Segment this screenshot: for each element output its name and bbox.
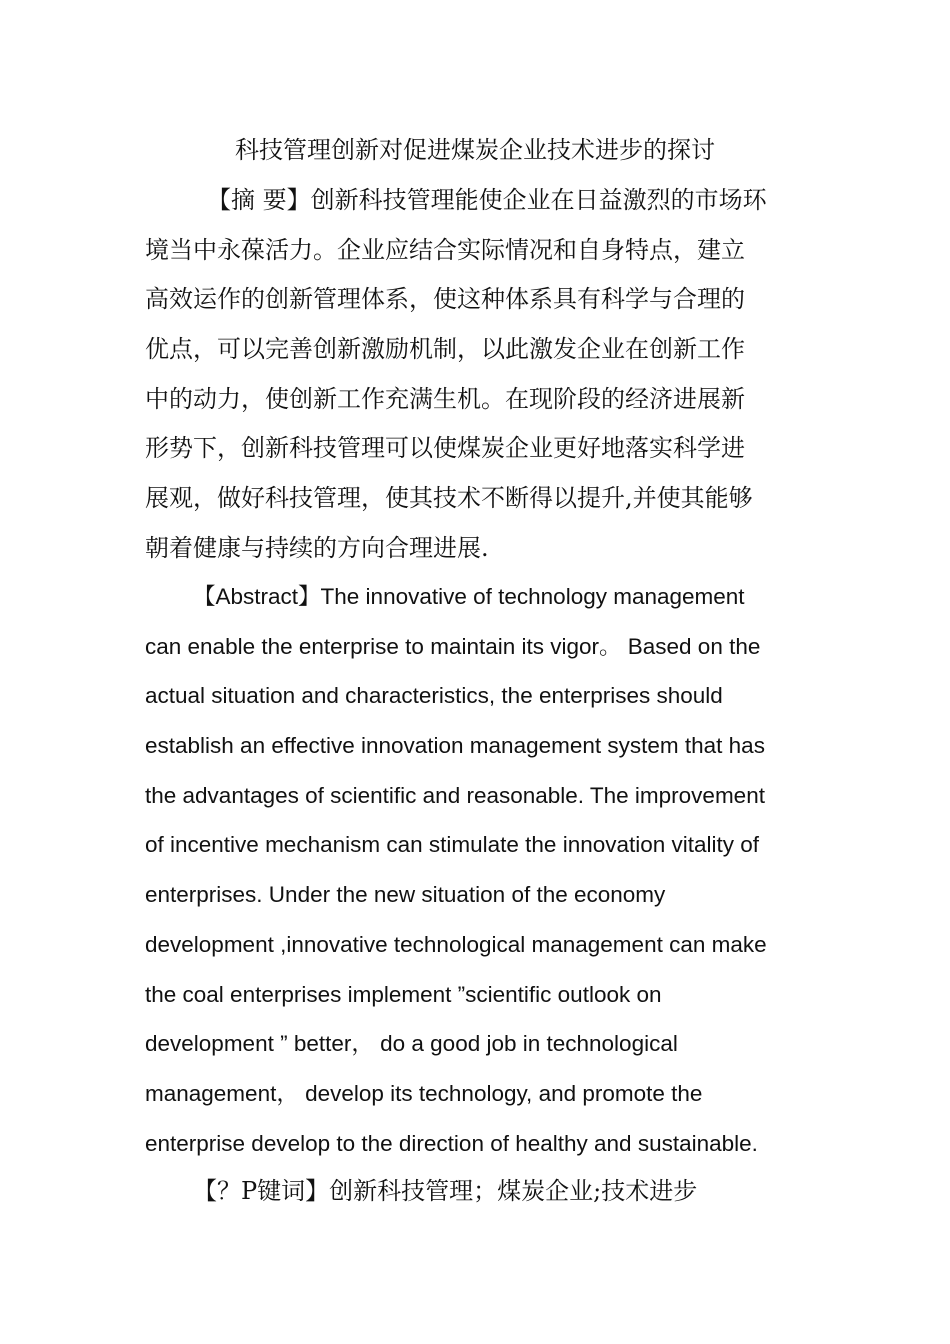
keywords-line: 【？P键词】创新科技管理；煤炭企业;技术进步 xyxy=(193,1177,698,1205)
chinese-abstract xyxy=(145,176,815,574)
abstract-zh-line: 境当中永葆活力。企业应结合实际情况和自身特点，建立 xyxy=(145,235,745,264)
abstract-zh-line: 展观，做好科技管理，使其技术不断得以提升,并使其能够 xyxy=(145,484,753,513)
keywords-section xyxy=(145,1167,815,1217)
abstract-en-line: actual situation and characteristics, the enterprises should xyxy=(145,683,723,709)
abstract-en-line: enterprises. Under the new situation of the economy xyxy=(145,882,666,908)
abstract-en-line: establish an effective innovation management system that has xyxy=(145,733,765,759)
english-abstract xyxy=(145,572,815,1168)
abstract-en-line: enterprise develop to the direction of healthy and sustainable. xyxy=(145,1130,758,1156)
abstract-zh-line: 形势下，创新科技管理可以使煤炭企业更好地落实科学进 xyxy=(145,434,745,463)
abstract-en-line: management， develop its technology, and promote the xyxy=(145,1080,703,1106)
abstract-en-line: of incentive mechanism can stimulate the innovation vitality of xyxy=(145,832,760,858)
abstract-en-line: the advantages of scientific and reasonable. The improvement xyxy=(145,782,765,808)
abstract-en-line: 【Abstract】The innovative of technology management xyxy=(193,584,745,609)
abstract-en-line: can enable the enterprise to maintain its vigor。 Based on the xyxy=(145,633,761,659)
abstract-zh-line: 【摘 要】创新科技管理能使企业在日益激烈的市场环 xyxy=(207,186,767,214)
abstract-zh-line: 高效运作的创新管理体系，使这种体系具有科学与合理的 xyxy=(145,285,745,314)
document-title: 科技管理创新对促进煤炭企业技术进步的探讨 xyxy=(235,136,715,164)
abstract-zh-line: 朝着健康与持续的方向合理进展. xyxy=(145,533,489,562)
abstract-en-line: development ,innovative technological management can make xyxy=(145,931,767,957)
abstract-en-line: development ” better， do a good job in technological xyxy=(145,1031,678,1057)
abstract-zh-line: 优点，可以完善创新激励机制，以此激发企业在创新工作 xyxy=(145,335,745,364)
abstract-en-line: the coal enterprises implement ”scientific outlook on xyxy=(145,981,662,1007)
abstract-zh-line: 中的动力，使创新工作充满生机。在现阶段的经济进展新 xyxy=(145,384,745,413)
